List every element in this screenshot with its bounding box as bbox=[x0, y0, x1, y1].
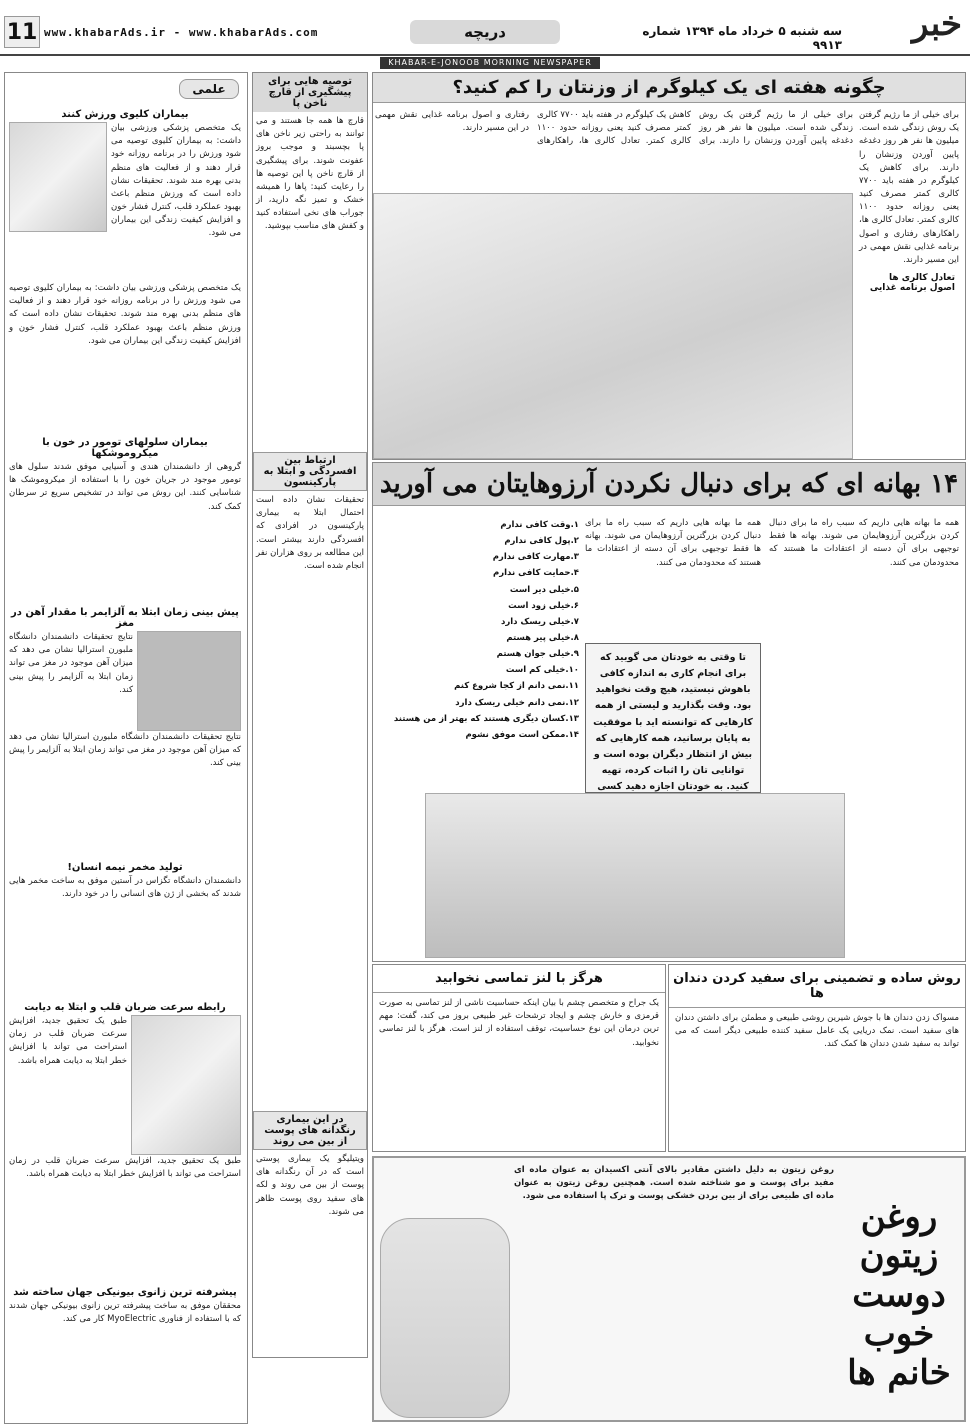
article-kidney: بیماران کلیوی ورزش کنند یک متخصص پزشکی ورزشی بیان داشت: به بیماران کلیوی توصیه می شود ورزش را در برنامه روزانه خود قرار دهند و از فعالیت های منظم بدنی بهره مند شوند. تحقیقات نشان داده است که ورزش منظم باعث بهبود عملکرد قلب، کنترل فشار خون و افزایش کیفیت زندگی این بیماران می شود. یک متخصص پزشکی ورزشی بیان داشت: به بیماران کلیوی توصیه می شود ورزش را در برنامه روزانه خود قرار دهند و از فعالیت های منظم بدنی بهره مند شوند. تحقیقات نشان داده است که ورزش منظم باعث بهبود عملکرد قلب، کنترل فشار خون و افزایش کیفیت زندگی این بیماران می شود. bbox=[9, 109, 241, 346]
olive-oil-jar-image bbox=[380, 1218, 510, 1418]
lens-body: یک جراح و متخصص چشم با بیان اینکه حساسیت ناشی از لنز تماسی به صورت قرمزی و خارش چشم و ایجاد ترشحات غیر طبیعی بروز می کند، گفت: مهم ترین درمان این نوع حساسیت، توقف استفاده از لنز است. هرگز با لنز تماسی نخوابید. bbox=[379, 998, 659, 1048]
fungus-body: قارچ ها همه جا هستند و می توانند به راحتی زیر ناخن های پا بچسبند و موجب بروز عفونت شوند. برای پیشگیری از قارچ ناخن پا این توصیه ها را رعایت کنید: پاها را همیشه خشک و تمیز نگه دارید، از جوراب های نخی استفاده کنید و کفش های مناسب بپوشید. bbox=[256, 116, 364, 232]
article-tumor: بیماران سلولهای تومور در خون با میکروموشکها گروهی از دانشمندان هندی و آسیایی موفق شدند سلول های تومور موجود در جریان خون را با استفاده از میکروموشک ها شناسایی کنند. این روش می تواند در تشخیص سریع تر سرطان کمک کند. bbox=[9, 437, 241, 512]
dateline: سه شنبه ۵ خرداد ماه ۱۳۹۴ شماره ۹۹۱۳ bbox=[642, 24, 842, 52]
excuses-body-mid: همه ما بهانه هایی داریم که سبب راه ما برای دنبال کردن بزرگترین آرزوهایمان می شوند. بهانه ها فقط توجیهی برای آن دسته از اعتقادات ما هستند که محدودمان می کنند. bbox=[585, 518, 761, 568]
article-bionic-knee: پیشرفته ترین زانوی بیونیکی جهان ساخته شد محققان موفق به ساخت پیشرفته ترین زانوی بیونیکی جهان شدند که با استفاده از فناوری MyoElectric کار می کند. bbox=[9, 1287, 241, 1325]
excuses-intro: همه ما بهانه هایی داریم که سبب راه ما برای دنبال کردن بزرگترین آرزوهایمان می شوند. بهانه ها فقط توجیهی برای آن دسته از اعتقادات ما هستند که محدودمان می کنند. bbox=[769, 518, 959, 568]
depression-body: تحقیقات نشان داده است احتمال ابتلا به بیماری پارکینسون در افرادی که افسردگی دارند بیشتر است. این مطالعه بر روی هزاران نفر انجام شده است. bbox=[256, 495, 364, 571]
excuses-quote: تا وقتی به خودتان می گویید که برای انجام کاری به اندازه کافی باهوش نیستید، هیچ وقت نخواهید بود. وقت بگذارید و لیستی از همه کارهایی که توانسته اید با موفقیت به پایان برسانید، همه کارهایی که بیش از انتظار دیگران بوده است و توانایی تان را اثبات کرده، تهیه کنید. به خودتان اجازه دهید کسی bbox=[585, 643, 761, 793]
teeth-body: مسواک زدن دندان ها با جوش شیرین روشی طبیعی و مطمئن برای داشتن دندان های سفید است. نمک دریایی یک عامل سفید کننده طبیعی دیگر است که می تواند به سفید شدن دندان ها کمک کند. bbox=[675, 1013, 959, 1050]
thinking-man-image bbox=[425, 793, 845, 958]
vitiligo-title: در این بیماری رنگدانه های پوست از بین می روند bbox=[253, 1111, 367, 1150]
runner-legs-image bbox=[9, 122, 107, 232]
brain-xray-image bbox=[137, 631, 241, 731]
weight-body-cols: برای خیلی از ما رژیم گرفتن یک روش زندگی شده است. میلیون ها نفر هر روز دغدغه پایین آوردن وزنشان را دارند. برای کاهش یک کیلوگرم در هفته باید ۷۷۰۰ کالری کمتر مصرف کنید یعنی روزانه حدود ۱۱۰۰ کالری کمتر. تعادل کالری ها، راهکارهای رفتاری و اصول برنامه غذایی نقش مهمی در این مسیر دارند. bbox=[375, 110, 853, 147]
fungus-title-box: توصیه هایی برای پیشگیری از قارچ ناخن پا bbox=[253, 73, 367, 112]
section-name: دریچه bbox=[410, 20, 560, 44]
newspaper-strip: KHABAR-E-JONOOB MORNING NEWSPAPER bbox=[380, 57, 600, 69]
teeth-article bbox=[668, 964, 966, 1152]
heart-rate-image bbox=[131, 1015, 241, 1155]
olive-body: روغن زیتون به دلیل داشتن مقادیر بالای آنتی اکسیدان به عنوان ماده ای مفید برای پوست و مو شناخته شده است. همچنین روغن زیتون به عنوان ماده ای طبیعی برای از بین بردن خشکی پوست و ترک پا استفاده می شود. bbox=[514, 1165, 834, 1202]
lens-title: هرگز با لنز تماسی نخوابید bbox=[373, 965, 665, 993]
excuses-title: ۱۴ بهانه ای که برای دنبال نکردن آرزوهایتان می آورید bbox=[373, 463, 965, 506]
page-number: 11 bbox=[4, 16, 40, 48]
science-column bbox=[4, 72, 248, 1424]
lens-article bbox=[372, 964, 666, 1152]
website-url[interactable]: www.khabarAds.ir - www.khabarAds.com bbox=[44, 26, 319, 39]
teeth-title: روش ساده و تضمینی برای سفید کردن دندان ها bbox=[669, 965, 965, 1008]
excuses-list: ۱.وقت کافی ندارم ۲.پول کافی ندارم ۳.مهارت کافی ندارم ۴.حمایت کافی ندارم ۵.خیلی دیر است ۶.خیلی زود است ۷.خیلی ریسک دارد ۸.خیلی پیر هستم ۹.خیلی جوان هستم ۱۰.خیلی کم است ۱۱.نمی دانم از کجا شروع کنم ۱۲.نمی دانم خیلی ریسک دارد ۱۳.کسان دیگری هستند که بهتر از من هستند ۱۴.ممکن است موفق نشوم bbox=[393, 520, 579, 740]
olive-title: روغن زیتون دوست خوب خانم ها bbox=[847, 1197, 951, 1394]
depression-title: ارتباط بین افسردگی و ابتلا به پارکینسون bbox=[253, 452, 367, 491]
weight-title: چگونه هفته ای یک کیلوگرم از وزنتان را کم کنید؟ bbox=[373, 73, 965, 103]
article-heart-diabetes: رابطه سرعت ضربان قلب و ابتلا به دیابت طبق یک تحقیق جدید، افزایش سرعت ضربان قلب در زمان استراحت می تواند با افزایش خطر ابتلا به دیابت همراه باشد. طبق یک تحقیق جدید، افزایش سرعت ضربان قلب در زمان استراحت می تواند با افزایش خطر ابتلا به دیابت همراه باشد. bbox=[9, 1002, 241, 1180]
diet-fruits-scale-image bbox=[373, 193, 853, 459]
weight-subheads: تعادل کالری ها اصول برنامه غذایی bbox=[869, 273, 955, 293]
science-label: علمی bbox=[179, 79, 239, 99]
excuses-article bbox=[372, 462, 966, 962]
article-yeast: تولید مخمر نیمه انسان! دانشمندان دانشگاه تگزاس در آستین موفق به ساخت مخمر هایی شدند که بخشی از ژن های انسانی را در خود دارند. bbox=[9, 862, 241, 900]
health-tips-column bbox=[252, 72, 368, 1358]
olive-oil-article bbox=[372, 1156, 966, 1422]
vitiligo-body: ویتیلیگو یک بیماری پوستی است که در آن رنگدانه های پوست از بین می روند و لکه های سفید روی پوست ظاهر می شوند. bbox=[256, 1154, 364, 1217]
weight-body-right: برای خیلی از ما رژیم گرفتن یک روش زندگی شده است. میلیون ها نفر هر روز دغدغه پایین آوردن وزنشان را دارند. برای کاهش یک کیلوگرم در هفته باید ۷۷۰۰ کالری کمتر مصرف کنید یعنی روزانه حدود ۱۱۰۰ کالری کمتر. تعادل کالری ها، راهکارهای رفتاری و اصول برنامه غذایی نقش مهمی در این مسیر دارند. bbox=[859, 110, 959, 265]
newspaper-logo: خبر bbox=[911, 4, 962, 44]
weight-article bbox=[372, 72, 966, 460]
article-alzheimer: پیش بینی زمان ابتلا به آلزایمر با مقدار آهن در مغز نتایج تحقیقات دانشمندان دانشگاه ملبورن استرالیا نشان می دهد که میزان آهن موجود در مغز می تواند زمان ابتلا به آلزایمر را پیش بینی کند. نتایج تحقیقات دانشمندان دانشگاه ملبورن استرالیا نشان می دهد که میزان آهن موجود در مغز می تواند زمان ابتلا به آلزایمر را پیش بینی کند. bbox=[9, 607, 241, 769]
